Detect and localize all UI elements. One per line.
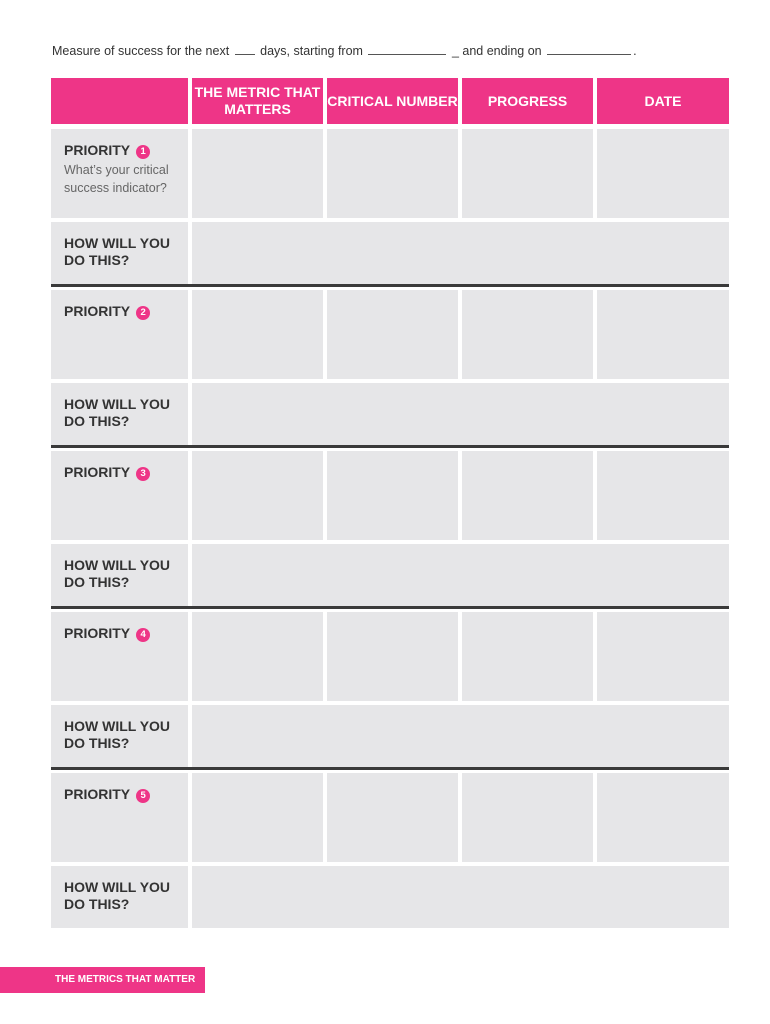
measure-text-2: days, starting from	[260, 44, 363, 58]
priority-metric-field[interactable]	[192, 773, 323, 862]
how-will-you-do-this-field[interactable]	[192, 383, 729, 445]
priority-label-cell	[51, 773, 188, 862]
priority-progress-field[interactable]	[462, 612, 593, 701]
priority-date-field[interactable]	[597, 612, 729, 701]
how-will-you-do-this-label	[51, 222, 188, 284]
how-will-you-do-this-field[interactable]	[192, 866, 729, 928]
header-corner	[51, 78, 188, 124]
priority-critical-number-field[interactable]	[327, 290, 458, 379]
measure-text-4: .	[633, 44, 637, 58]
priority-critical-number-field[interactable]	[327, 612, 458, 701]
days-blank-field[interactable]	[235, 44, 255, 55]
priority-label: PRIORITY	[64, 142, 131, 158]
how-will-you-do-this-label	[51, 866, 188, 928]
priority-metric-field[interactable]	[192, 129, 323, 218]
header-progress: PROGRESS	[462, 78, 593, 124]
priority-progress-field[interactable]	[462, 290, 593, 379]
how-will-you-do-this-field[interactable]	[192, 705, 729, 767]
priority-number-badge: 1	[136, 145, 150, 159]
priority-date-field[interactable]	[597, 129, 729, 218]
priority-date-field[interactable]	[597, 451, 729, 540]
priority-label: PRIORITY	[64, 625, 131, 641]
section-separator	[51, 284, 729, 287]
priority-progress-field[interactable]	[462, 129, 593, 218]
priority-critical-number-field[interactable]	[327, 773, 458, 862]
how-label-text: HOW WILL YOU DO THIS?	[64, 718, 171, 751]
measure-text-3: _ and ending on	[451, 44, 542, 58]
header-metric: THE METRIC THAT MATTERS	[192, 78, 323, 124]
priority-label-cell	[51, 290, 188, 379]
priority-number-badge: 2	[136, 306, 150, 320]
start-date-blank-field[interactable]	[368, 44, 446, 55]
priority-number-badge: 5	[136, 789, 150, 803]
footer-banner: THE METRICS THAT MATTER	[0, 967, 205, 993]
priority-date-field[interactable]	[597, 773, 729, 862]
header-date: DATE	[597, 78, 729, 124]
priority-metric-field[interactable]	[192, 290, 323, 379]
priority-hint: What’s your critical success indicator?	[64, 163, 169, 195]
how-will-you-do-this-label	[51, 705, 188, 767]
measure-of-success-line	[52, 44, 637, 58]
how-label-text: HOW WILL YOU DO THIS?	[64, 879, 171, 912]
priority-label: PRIORITY	[64, 786, 131, 802]
priority-progress-field[interactable]	[462, 773, 593, 862]
how-will-you-do-this-label	[51, 383, 188, 445]
header-critical-number: CRITICAL NUMBER	[327, 78, 458, 124]
how-label-text: HOW WILL YOU DO THIS?	[64, 396, 171, 429]
section-separator	[51, 767, 729, 770]
priority-label-cell	[51, 451, 188, 540]
end-date-blank-field[interactable]	[547, 44, 631, 55]
priority-number-badge: 3	[136, 467, 150, 481]
how-will-you-do-this-field[interactable]	[192, 544, 729, 606]
how-label-text: HOW WILL YOU DO THIS?	[64, 557, 171, 590]
priority-critical-number-field[interactable]	[327, 451, 458, 540]
how-label-text: HOW WILL YOU DO THIS?	[64, 235, 171, 268]
section-separator	[51, 445, 729, 448]
how-will-you-do-this-label	[51, 544, 188, 606]
priority-date-field[interactable]	[597, 290, 729, 379]
priority-label: PRIORITY	[64, 464, 131, 480]
priority-progress-field[interactable]	[462, 451, 593, 540]
priority-label-cell	[51, 612, 188, 701]
how-will-you-do-this-field[interactable]	[192, 222, 729, 284]
section-separator	[51, 606, 729, 609]
priority-metric-field[interactable]	[192, 612, 323, 701]
priority-critical-number-field[interactable]	[327, 129, 458, 218]
priority-metric-field[interactable]	[192, 451, 323, 540]
priority-number-badge: 4	[136, 628, 150, 642]
priority-label-cell	[51, 129, 188, 218]
metrics-table	[51, 78, 719, 928]
measure-text-1: Measure of success for the next	[52, 44, 230, 58]
priority-label: PRIORITY	[64, 303, 131, 319]
